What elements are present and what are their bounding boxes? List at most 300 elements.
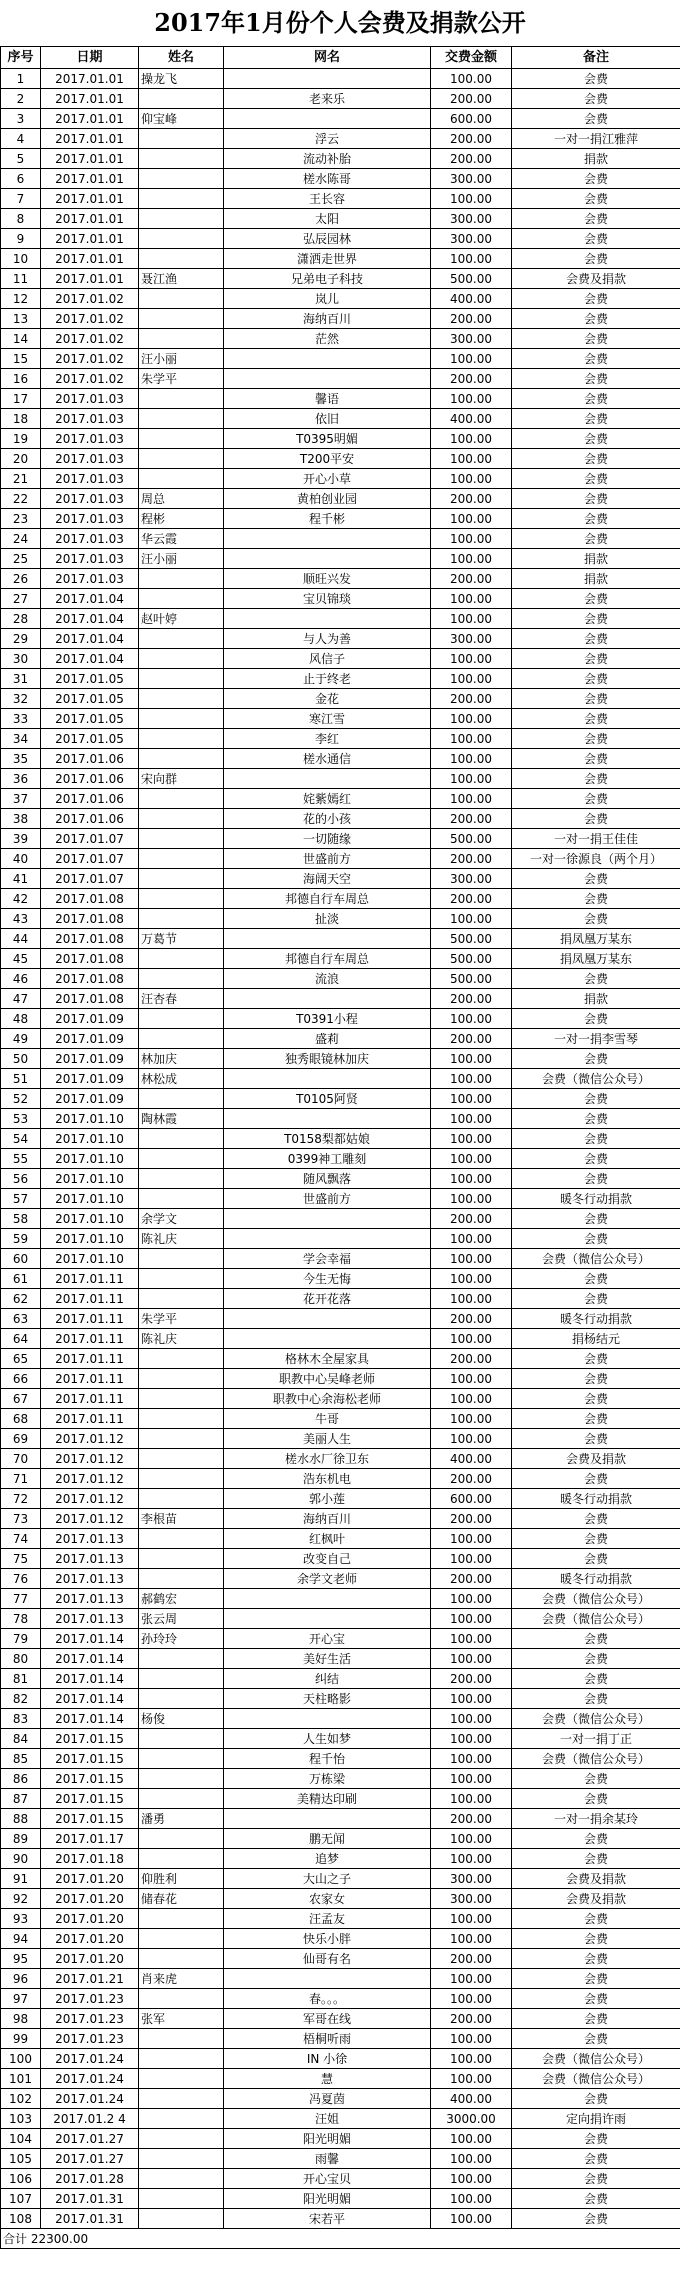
- cell-amount: 100.00: [431, 389, 512, 409]
- cell-name: [139, 2189, 224, 2209]
- cell-date: 2017.01.11: [41, 1409, 139, 1429]
- cell-name: [139, 849, 224, 869]
- cell-note: 会费: [512, 1409, 680, 1429]
- cell-date: 2017.01.03: [41, 449, 139, 469]
- cell-amount: 100.00: [431, 669, 512, 689]
- cell-date: 2017.01.15: [41, 1769, 139, 1789]
- cell-nickname: 阳光明媚: [224, 2189, 431, 2209]
- cell-index: 38: [1, 809, 41, 829]
- cell-name: [139, 589, 224, 609]
- cell-name: [139, 289, 224, 309]
- cell-index: 105: [1, 2149, 41, 2169]
- table-row: [1, 2029, 680, 2049]
- cell-date: 2017.01.13: [41, 1549, 139, 1569]
- cell-amount: 500.00: [431, 949, 512, 969]
- cell-nickname: IN 小徐: [224, 2049, 431, 2069]
- cell-nickname: 弘辰园林: [224, 229, 431, 249]
- cell-name: [139, 2049, 224, 2069]
- cell-note: 会费: [512, 1529, 680, 1549]
- cell-name: 汪杏春: [139, 989, 224, 1009]
- cell-nickname: 海阔天空: [224, 869, 431, 889]
- cell-index: 23: [1, 509, 41, 529]
- cell-note: 会费: [512, 2009, 680, 2029]
- cell-note: 捐款: [512, 549, 680, 569]
- cell-name: [139, 869, 224, 889]
- cell-note: 会费及捐款: [512, 1889, 680, 1909]
- cell-date: 2017.01.10: [41, 1109, 139, 1129]
- cell-date: 2017.01.08: [41, 989, 139, 1009]
- cell-index: 39: [1, 829, 41, 849]
- cell-name: 朱学平: [139, 369, 224, 389]
- cell-name: [139, 409, 224, 429]
- cell-date: 2017.01.01: [41, 69, 139, 89]
- cell-date: 2017.01.03: [41, 569, 139, 589]
- cell-amount: 100.00: [431, 189, 512, 209]
- cell-nickname: 黄柏创业园: [224, 489, 431, 509]
- table-row: [1, 1689, 680, 1709]
- cell-index: 51: [1, 1069, 41, 1089]
- cell-amount: 100.00: [431, 1849, 512, 1869]
- cell-amount: 300.00: [431, 329, 512, 349]
- cell-date: 2017.01.11: [41, 1289, 139, 1309]
- table-row: [1, 889, 680, 909]
- cell-date: 2017.01.15: [41, 1729, 139, 1749]
- cell-note: 会费: [512, 589, 680, 609]
- cell-name: 李根苗: [139, 1509, 224, 1529]
- cell-name: [139, 1569, 224, 1589]
- cell-nickname: [224, 989, 431, 1009]
- table-row: [1, 2109, 680, 2129]
- cell-name: [139, 2149, 224, 2169]
- cell-note: 会费（微信公众号）: [512, 1609, 680, 1629]
- cell-index: 62: [1, 1289, 41, 1309]
- cell-date: 2017.01.11: [41, 1389, 139, 1409]
- table-row: [1, 1289, 680, 1309]
- cell-nickname: 一切随缘: [224, 829, 431, 849]
- donation-table: [0, 46, 680, 2249]
- cell-note: 会费: [512, 2129, 680, 2149]
- header-index: 序号: [1, 47, 41, 69]
- cell-amount: 100.00: [431, 589, 512, 609]
- cell-name: [139, 1189, 224, 1209]
- cell-nickname: [224, 369, 431, 389]
- cell-index: 56: [1, 1169, 41, 1189]
- cell-name: [139, 1349, 224, 1369]
- table-row: [1, 189, 680, 209]
- cell-amount: 100.00: [431, 1289, 512, 1309]
- table-row: [1, 1229, 680, 1249]
- cell-nickname: 宋若平: [224, 2209, 431, 2229]
- cell-amount: 200.00: [431, 309, 512, 329]
- cell-amount: 200.00: [431, 1509, 512, 1529]
- cell-date: 2017.01.09: [41, 1049, 139, 1069]
- cell-amount: 400.00: [431, 289, 512, 309]
- cell-index: 99: [1, 2029, 41, 2049]
- table-row: [1, 969, 680, 989]
- table-row: [1, 1269, 680, 1289]
- cell-date: 2017.01.11: [41, 1369, 139, 1389]
- cell-note: 捐款: [512, 989, 680, 1009]
- cell-name: 储春花: [139, 1889, 224, 1909]
- cell-name: [139, 1369, 224, 1389]
- cell-name: [139, 1729, 224, 1749]
- cell-note: 捐款: [512, 149, 680, 169]
- cell-nickname: 潇洒走世界: [224, 249, 431, 269]
- cell-note: 会费: [512, 1149, 680, 1169]
- cell-date: 2017.01.10: [41, 1169, 139, 1189]
- cell-note: 会费: [512, 449, 680, 469]
- cell-amount: 200.00: [431, 809, 512, 829]
- cell-note: 捐凤凰万某东: [512, 929, 680, 949]
- cell-name: [139, 169, 224, 189]
- cell-index: 77: [1, 1589, 41, 1609]
- cell-index: 52: [1, 1089, 41, 1109]
- cell-nickname: [224, 349, 431, 369]
- cell-nickname: [224, 1329, 431, 1349]
- cell-index: 32: [1, 689, 41, 709]
- cell-note: 会费: [512, 709, 680, 729]
- table-row: [1, 169, 680, 189]
- cell-index: 16: [1, 369, 41, 389]
- table-row: [1, 1609, 680, 1629]
- cell-name: [139, 469, 224, 489]
- cell-name: [139, 669, 224, 689]
- cell-index: 12: [1, 289, 41, 309]
- table-row: [1, 1449, 680, 1469]
- cell-index: 85: [1, 1749, 41, 1769]
- cell-amount: 200.00: [431, 569, 512, 589]
- cell-date: 2017.01.02: [41, 349, 139, 369]
- cell-index: 7: [1, 189, 41, 209]
- cell-note: 会费: [512, 429, 680, 449]
- table-row: [1, 1829, 680, 1849]
- table-row: [1, 2009, 680, 2029]
- cell-note: 捐杨结元: [512, 1329, 680, 1349]
- cell-amount: 500.00: [431, 829, 512, 849]
- cell-nickname: [224, 1309, 431, 1329]
- cell-nickname: 随风飘落: [224, 1169, 431, 1189]
- cell-name: [139, 2209, 224, 2229]
- cell-note: 会费: [512, 1009, 680, 1029]
- cell-date: 2017.01.2 4: [41, 2109, 139, 2129]
- cell-amount: 200.00: [431, 1209, 512, 1229]
- table-row: [1, 909, 680, 929]
- cell-name: [139, 1469, 224, 1489]
- header-nickname: 网名: [224, 47, 431, 69]
- cell-note: 会费: [512, 109, 680, 129]
- cell-note: 会费: [512, 1629, 680, 1649]
- cell-amount: 100.00: [431, 1789, 512, 1809]
- total-label: 合计: [3, 2231, 28, 2246]
- cell-index: 20: [1, 449, 41, 469]
- cell-index: 22: [1, 489, 41, 509]
- cell-note: 会费: [512, 1789, 680, 1809]
- cell-note: 会费: [512, 329, 680, 349]
- cell-name: [139, 1269, 224, 1289]
- cell-note: 会费: [512, 1929, 680, 1949]
- cell-nickname: 邦德自行车周总: [224, 949, 431, 969]
- cell-amount: 200.00: [431, 849, 512, 869]
- cell-note: 一对一捐李雪琴: [512, 1029, 680, 1049]
- cell-amount: 500.00: [431, 929, 512, 949]
- table-row: [1, 1349, 680, 1369]
- cell-date: 2017.01.09: [41, 1009, 139, 1029]
- cell-amount: 100.00: [431, 729, 512, 749]
- cell-note: 会费: [512, 389, 680, 409]
- cell-date: 2017.01.03: [41, 409, 139, 429]
- cell-amount: 100.00: [431, 609, 512, 629]
- cell-index: 27: [1, 589, 41, 609]
- cell-date: 2017.01.05: [41, 669, 139, 689]
- table-row: [1, 1389, 680, 1409]
- cell-nickname: 李红: [224, 729, 431, 749]
- table-row: [1, 1709, 680, 1729]
- table-row: [1, 429, 680, 449]
- table-row: [1, 1369, 680, 1389]
- table-row: [1, 269, 680, 289]
- cell-note: 会费: [512, 2149, 680, 2169]
- cell-note: 会费: [512, 1469, 680, 1489]
- cell-date: 2017.01.02: [41, 309, 139, 329]
- cell-date: 2017.01.08: [41, 889, 139, 909]
- cell-nickname: 姹紫嫣红: [224, 789, 431, 809]
- cell-name: [139, 2089, 224, 2109]
- cell-nickname: [224, 1069, 431, 1089]
- cell-nickname: 寒江雪: [224, 709, 431, 729]
- table-row: [1, 389, 680, 409]
- cell-nickname: 郭小莲: [224, 1489, 431, 1509]
- cell-note: 会费: [512, 1389, 680, 1409]
- table-row: [1, 869, 680, 889]
- table-row: [1, 109, 680, 129]
- cell-amount: 100.00: [431, 1989, 512, 2009]
- cell-index: 55: [1, 1149, 41, 1169]
- cell-name: 杨俊: [139, 1709, 224, 1729]
- table-row: [1, 1989, 680, 2009]
- table-row: [1, 409, 680, 429]
- cell-amount: 100.00: [431, 649, 512, 669]
- cell-nickname: 仙哥有名: [224, 1949, 431, 1969]
- cell-nickname: 槎水水厂徐卫东: [224, 1449, 431, 1469]
- cell-name: [139, 1849, 224, 1869]
- cell-index: 74: [1, 1529, 41, 1549]
- cell-amount: 300.00: [431, 209, 512, 229]
- cell-index: 3: [1, 109, 41, 129]
- cell-amount: 100.00: [431, 709, 512, 729]
- cell-index: 49: [1, 1029, 41, 1049]
- cell-date: 2017.01.01: [41, 169, 139, 189]
- cell-index: 79: [1, 1629, 41, 1649]
- cell-note: 会费及捐款: [512, 1869, 680, 1889]
- cell-date: 2017.01.03: [41, 469, 139, 489]
- cell-index: 53: [1, 1109, 41, 1129]
- cell-index: 73: [1, 1509, 41, 1529]
- cell-date: 2017.01.28: [41, 2169, 139, 2189]
- cell-nickname: [224, 1109, 431, 1129]
- cell-note: 会费: [512, 349, 680, 369]
- cell-nickname: [224, 1969, 431, 1989]
- table-body: [1, 69, 680, 2229]
- cell-date: 2017.01.08: [41, 909, 139, 929]
- cell-date: 2017.01.15: [41, 1809, 139, 1829]
- header-date: 日期: [41, 47, 139, 69]
- table-row: [1, 789, 680, 809]
- cell-note: 会费: [512, 1349, 680, 1369]
- cell-nickname: [224, 69, 431, 89]
- cell-note: 会费: [512, 2189, 680, 2209]
- cell-amount: 100.00: [431, 1689, 512, 1709]
- cell-name: [139, 1549, 224, 1569]
- table-row: [1, 1769, 680, 1789]
- cell-note: 会费: [512, 1989, 680, 2009]
- cell-nickname: 大山之子: [224, 1869, 431, 1889]
- cell-date: 2017.01.24: [41, 2089, 139, 2109]
- cell-index: 11: [1, 269, 41, 289]
- header-amount: 交费金额: [431, 47, 512, 69]
- cell-name: [139, 2069, 224, 2089]
- cell-nickname: T0158梨都姑娘: [224, 1129, 431, 1149]
- cell-nickname: 职教中心余海松老师: [224, 1389, 431, 1409]
- table-row: [1, 209, 680, 229]
- cell-date: 2017.01.23: [41, 2029, 139, 2049]
- cell-note: 会费: [512, 249, 680, 269]
- cell-date: 2017.01.10: [41, 1229, 139, 1249]
- cell-amount: 100.00: [431, 1329, 512, 1349]
- cell-index: 98: [1, 2009, 41, 2029]
- cell-note: 会费: [512, 769, 680, 789]
- cell-date: 2017.01.08: [41, 929, 139, 949]
- cell-amount: 100.00: [431, 2049, 512, 2069]
- cell-note: 会费: [512, 1129, 680, 1149]
- cell-name: 余学文: [139, 1209, 224, 1229]
- table-row: [1, 2209, 680, 2229]
- cell-note: 会费: [512, 89, 680, 109]
- table-row: [1, 1509, 680, 1529]
- cell-date: 2017.01.03: [41, 389, 139, 409]
- cell-nickname: 春。。。: [224, 1989, 431, 2009]
- cell-index: 30: [1, 649, 41, 669]
- cell-index: 89: [1, 1829, 41, 1849]
- cell-nickname: 阳光明媚: [224, 2129, 431, 2149]
- cell-index: 70: [1, 1449, 41, 1469]
- cell-date: 2017.01.03: [41, 429, 139, 449]
- cell-date: 2017.01.03: [41, 549, 139, 569]
- cell-name: 陈礼庆: [139, 1329, 224, 1349]
- table-row: [1, 1929, 680, 1949]
- cell-nickname: T0105阿贤: [224, 1089, 431, 1109]
- table-row: [1, 1549, 680, 1569]
- cell-index: 4: [1, 129, 41, 149]
- cell-index: 33: [1, 709, 41, 729]
- cell-nickname: 止于终老: [224, 669, 431, 689]
- cell-date: 2017.01.08: [41, 949, 139, 969]
- cell-index: 102: [1, 2089, 41, 2109]
- cell-amount: 100.00: [431, 2169, 512, 2189]
- cell-nickname: 天柱略影: [224, 1689, 431, 1709]
- cell-date: 2017.01.12: [41, 1449, 139, 1469]
- cell-nickname: 依旧: [224, 409, 431, 429]
- cell-name: [139, 1669, 224, 1689]
- cell-index: 10: [1, 249, 41, 269]
- cell-name: 赵叶婷: [139, 609, 224, 629]
- cell-name: [139, 1289, 224, 1309]
- cell-index: 82: [1, 1689, 41, 1709]
- cell-name: [139, 909, 224, 929]
- cell-date: 2017.01.14: [41, 1669, 139, 1689]
- cell-index: 92: [1, 1889, 41, 1909]
- cell-index: 72: [1, 1489, 41, 1509]
- cell-amount: 200.00: [431, 1309, 512, 1329]
- cell-date: 2017.01.04: [41, 609, 139, 629]
- cell-nickname: 浮云: [224, 129, 431, 149]
- cell-date: 2017.01.11: [41, 1329, 139, 1349]
- cell-date: 2017.01.01: [41, 89, 139, 109]
- cell-date: 2017.01.21: [41, 1969, 139, 1989]
- cell-amount: 100.00: [431, 429, 512, 449]
- cell-nickname: 与人为善: [224, 629, 431, 649]
- cell-index: 14: [1, 329, 41, 349]
- cell-note: 会费: [512, 1669, 680, 1689]
- cell-date: 2017.01.06: [41, 789, 139, 809]
- cell-name: [139, 1949, 224, 1969]
- cell-name: [139, 389, 224, 409]
- cell-amount: 200.00: [431, 1669, 512, 1689]
- cell-note: 会费: [512, 969, 680, 989]
- cell-date: 2017.01.01: [41, 109, 139, 129]
- cell-date: 2017.01.14: [41, 1709, 139, 1729]
- cell-index: 83: [1, 1709, 41, 1729]
- cell-note: 一对一捐王佳佳: [512, 829, 680, 849]
- cell-name: [139, 969, 224, 989]
- cell-nickname: [224, 1209, 431, 1229]
- cell-date: 2017.01.02: [41, 289, 139, 309]
- cell-note: 会费: [512, 749, 680, 769]
- table-row: [1, 129, 680, 149]
- cell-index: 48: [1, 1009, 41, 1029]
- cell-name: [139, 2029, 224, 2049]
- table-row: [1, 1669, 680, 1689]
- cell-name: [139, 809, 224, 829]
- cell-nickname: [224, 1809, 431, 1829]
- table-row: [1, 1069, 680, 1089]
- cell-index: 104: [1, 2129, 41, 2149]
- table-row: [1, 2049, 680, 2069]
- cell-date: 2017.01.03: [41, 509, 139, 529]
- cell-note: 会费: [512, 309, 680, 329]
- cell-name: [139, 89, 224, 109]
- cell-index: 93: [1, 1909, 41, 1929]
- cell-name: [139, 829, 224, 849]
- cell-note: 会费（微信公众号）: [512, 1249, 680, 1269]
- cell-amount: 200.00: [431, 89, 512, 109]
- cell-amount: 100.00: [431, 1269, 512, 1289]
- cell-date: 2017.01.27: [41, 2129, 139, 2149]
- table-row: [1, 1849, 680, 1869]
- table-row: [1, 2189, 680, 2209]
- cell-amount: 100.00: [431, 1069, 512, 1089]
- table-row: [1, 629, 680, 649]
- table-row: [1, 1109, 680, 1129]
- table-row: [1, 1749, 680, 1769]
- cell-nickname: 牛哥: [224, 1409, 431, 1429]
- cell-date: 2017.01.07: [41, 829, 139, 849]
- cell-note: 会费: [512, 609, 680, 629]
- cell-index: 18: [1, 409, 41, 429]
- cell-name: [139, 789, 224, 809]
- cell-nickname: 世盛前方: [224, 1189, 431, 1209]
- cell-amount: 200.00: [431, 149, 512, 169]
- cell-name: 华云霞: [139, 529, 224, 549]
